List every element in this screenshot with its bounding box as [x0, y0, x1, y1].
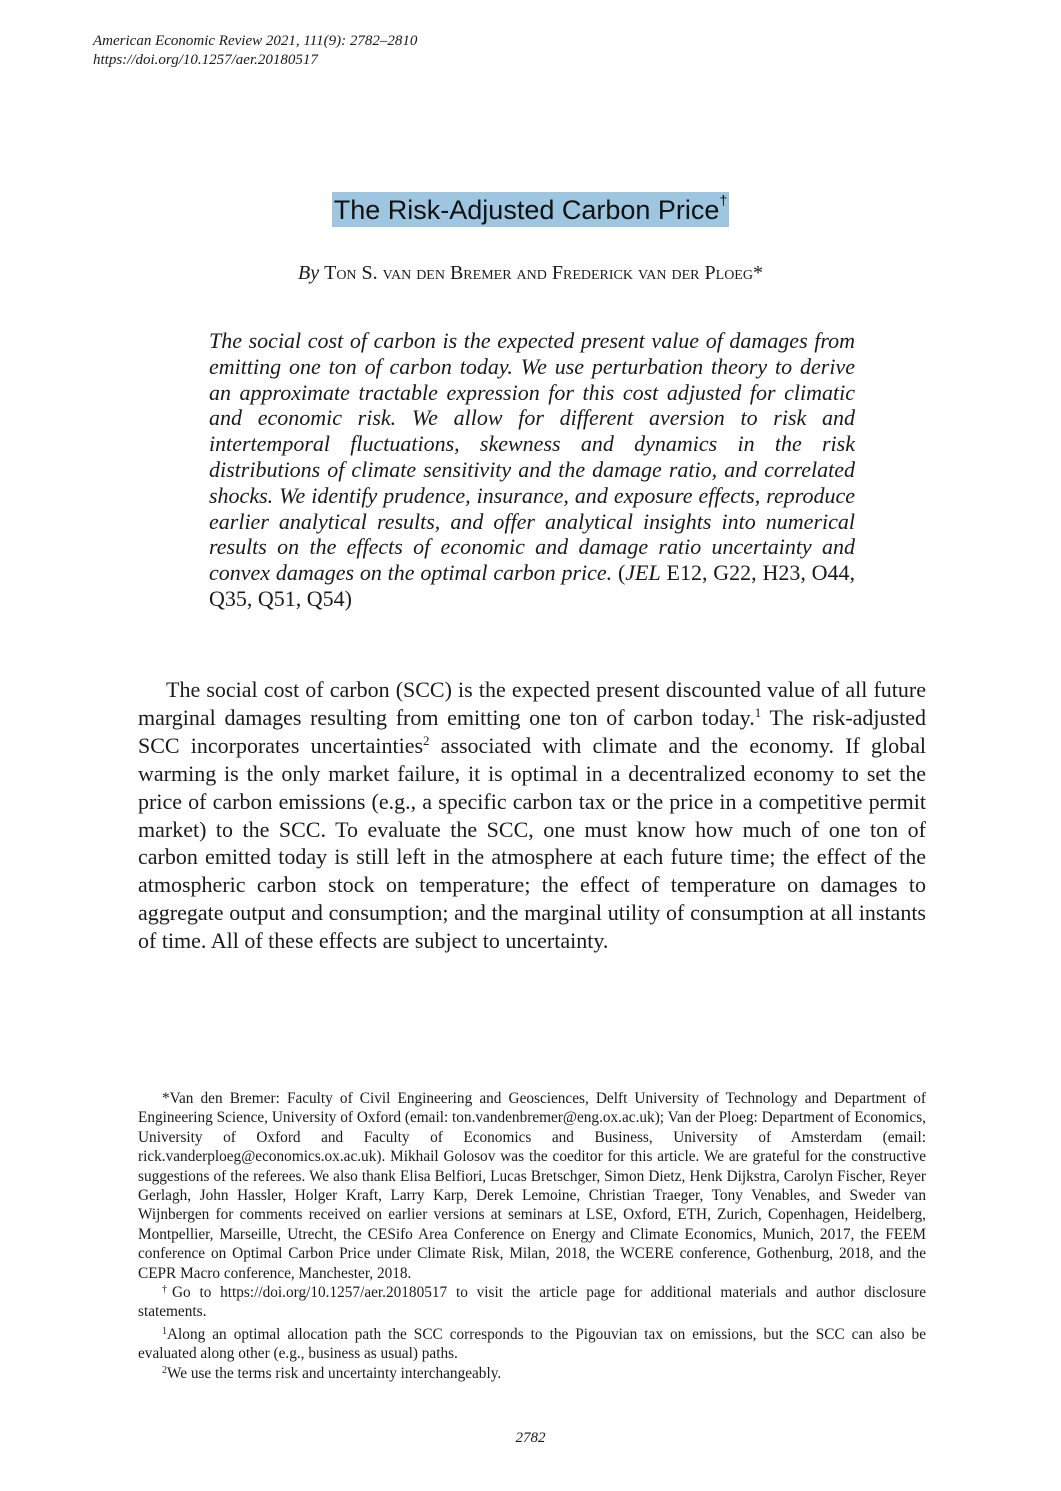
abstract	[209, 328, 855, 612]
page-number: 2782	[515, 1430, 546, 1446]
footnote-ref-2[interactable]: 2	[423, 732, 430, 748]
footnote-2-mark: 2	[162, 1364, 167, 1376]
doi-line: https://doi.org/10.1257/aer.20180517	[93, 52, 318, 68]
footnote-ref-1[interactable]: 1	[754, 704, 762, 720]
footnote-1	[138, 1325, 926, 1364]
footnote-affiliation: *Van den Bremer: Faculty of Civil Engineering and Geosciences, Delft University of Technology and Department of Engineering Science, University of Oxford (email: ton.vandenbremer@eng.ox.ac.uk); Van der Ploeg: Department of Economics, University of Oxford and Faculty of Economics and Business, University of Amsterdam (email: rick.vanderploeg@economics.ox.ac.uk). Mikhail Golosov was the coeditor for this article. We are grateful for the constructive suggestions of the referees. We also thank Elisa Belfiori, Lucas Bretschger, Simon Dietz, Henk Dijkstra, Carolyn Fischer, Reyer Gerlagh, John Hassler, Holger Kraft, Larry Karp, Derek Lemoine, Christian Traeger, Tony Venables, and Sweder van Wijnbergen for comments received on earlier versions at seminars at LSE, Oxford, ETH, Zurich, Copenhagen, Heidelberg, Montpellier, Marseille, Utrecht, the CESifo Area Conference on Energy and Climate Economics, Munich, 2017, the FEEM conference on Optimal Carbon Price under Climate Risk, Milan, 2018, the WCERE conference, Gothenburg, 2018, and the CEPR Macro conference, Manchester, 2018.	[138, 1090, 926, 1282]
footnote-1-text: Along an optimal allocation path the SCC corresponds to the Pigouvian tax on emissions, but the SCC can also be evaluated along other (e.g., business as usual) paths.	[138, 1325, 926, 1363]
title-block	[0, 192, 1061, 227]
footnote-1-mark: 1	[162, 1325, 167, 1337]
jel-code-list: E12, G22, H23, O44, Q35, Q51, Q54)	[209, 560, 856, 611]
body-paragraph	[138, 676, 926, 955]
paper-title-text: The Risk-Adjusted Carbon Price	[333, 195, 720, 225]
jel-label: JEL	[625, 560, 661, 586]
body-text-part-1: The social cost of carbon (SCC) is the expected present discounted value of all future marginal damages resulting from emitting one ton of carbon today.	[138, 677, 926, 730]
footnote-dagger-text: Go to https://doi.org/10.1257/aer.20180517 to visit the article page for additional materials and author disclosure statements.	[138, 1284, 927, 1321]
body-text-part-3: associated with climate and the economy. If global warming is the only market failure, it is optimal in a decentralized economy to set the price of carbon emissions (e.g., a specific carbon tax or the price in a competitive permit market) to the SCC. To evaluate the SCC, one must know how much of one ton of carbon emitted today is still left in the atmosphere at each future time; the effect of the atmospheric carbon stock on temperature; the effect of temperature on damages to aggregate output and consumption; and the marginal utility of consumption at all instants of time. All of these effects are subject to uncertainty.	[138, 732, 926, 954]
journal-citation: American Economic Review 2021, 111(9): 2782–2810	[93, 33, 418, 49]
jel-open-paren: (	[617, 560, 626, 586]
footnotes	[138, 1089, 926, 1383]
byline-by: By	[298, 262, 320, 284]
footnote-dagger-mark: †	[162, 1284, 172, 1296]
body-text-part-2: The risk-adjusted SCC incorporates uncertainties	[138, 704, 926, 758]
paper-title[interactable]	[332, 192, 729, 227]
author-byline	[0, 262, 1061, 285]
footnote-2-text: We use the terms risk and uncertainty interchangeably.	[167, 1364, 502, 1382]
title-dagger-mark: †	[719, 192, 728, 208]
footnote-dagger	[138, 1283, 926, 1322]
abstract-text: The social cost of carbon is the expected present value of damages from emitting one ton of carbon today. We use perturbation theory to derive an approximate tractable expression for this cost adjusted for climatic and economic risk. We allow for different aversion to risk and intertemporal fluctuations, skewness and dynamics in the risk distributions of climate sensitivity and the damage ratio, and correlated shocks. We identify prudence, insurance, and exposure effects, reproduce earlier analytical results, and offer analytical insights into numerical results on the effects of economic and damage ratio uncertainty and convex damages on the optimal carbon price.	[209, 328, 855, 586]
footnote-2	[138, 1364, 926, 1383]
byline-authors: Ton S. van den Bremer and Frederick van der Ploeg*	[324, 262, 763, 284]
journal-header	[93, 32, 417, 70]
